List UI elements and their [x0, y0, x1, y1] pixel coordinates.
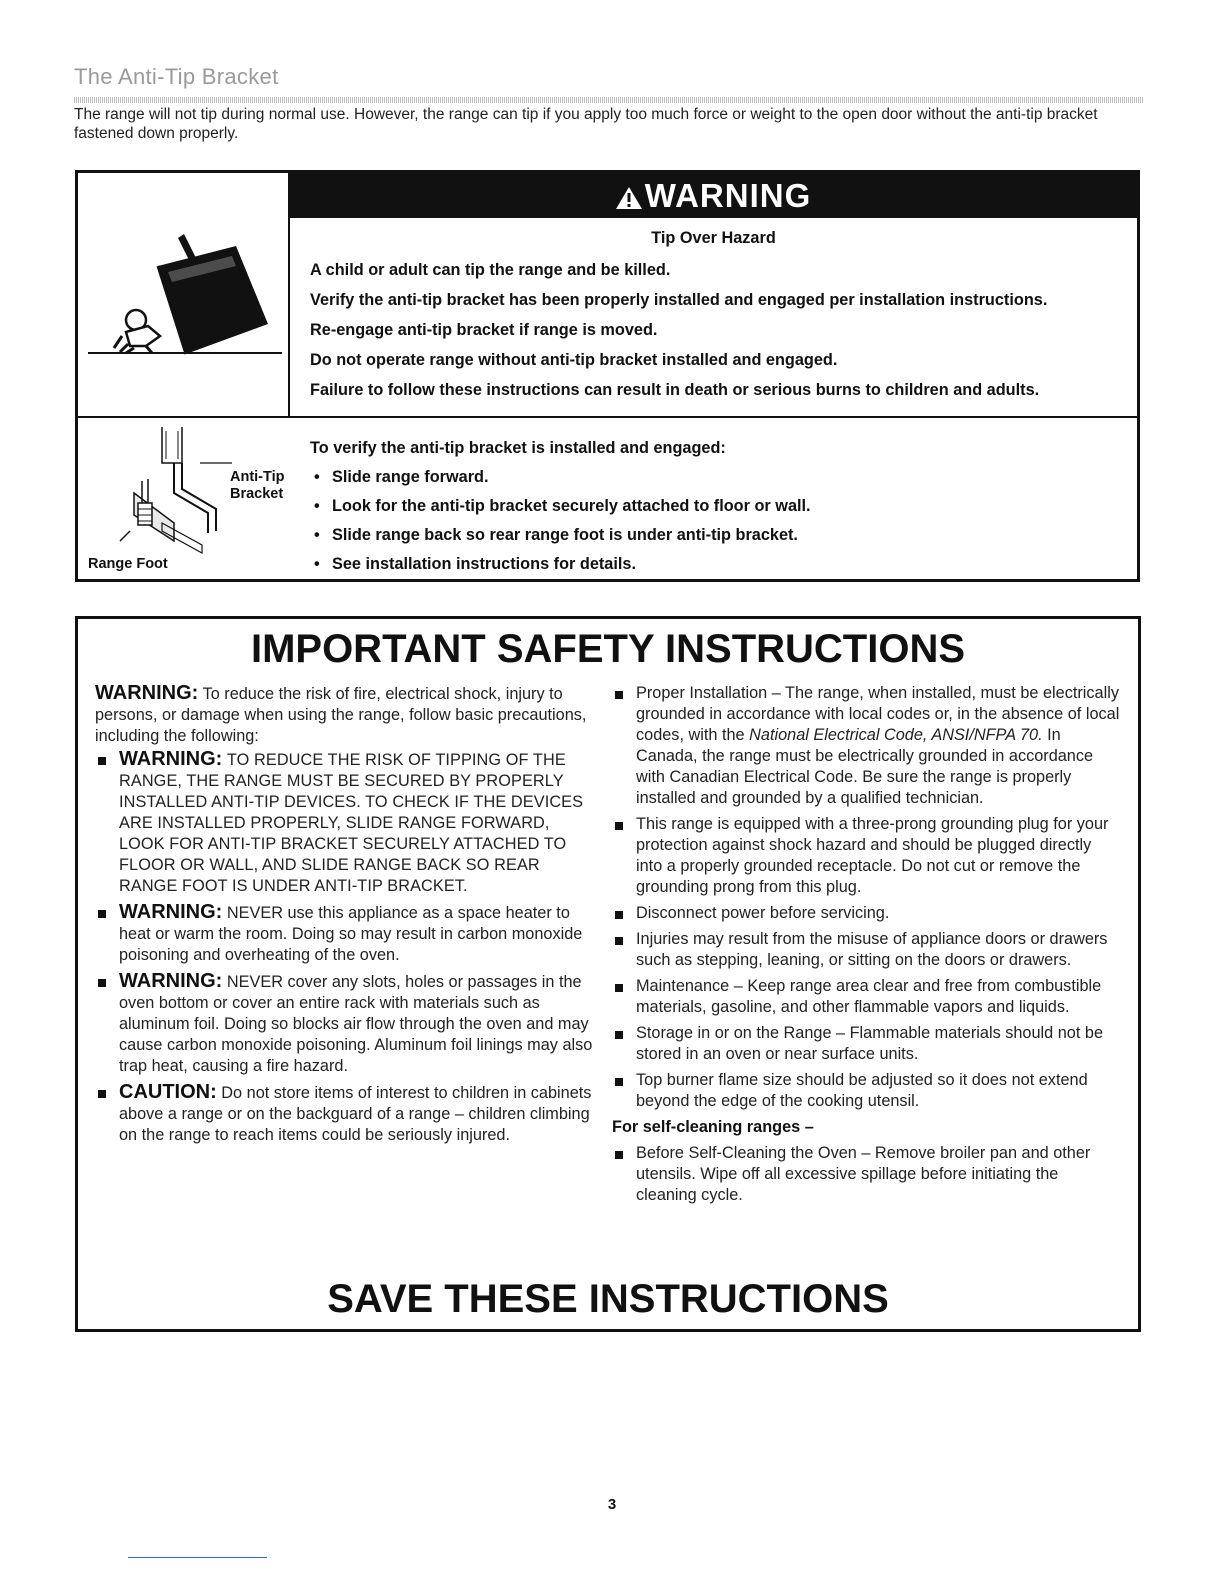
item-keyword: CAUTION:: [119, 1081, 217, 1103]
lead-paragraph: [95, 683, 595, 747]
list-item: Maintenance – Keep range area clear and free from combustible materials, gasoline, and other flammable vapors and liquids.: [612, 976, 1122, 1018]
left-column: [95, 683, 595, 1151]
anti-tip-label-line2: Bracket: [230, 486, 284, 502]
verify-item: • Look for the anti-tip bracket securely attached to floor or wall.: [310, 497, 1117, 516]
item-text: Do not store items of interest to children in cabinets above a range or on the backguard of a range – children climbing on the range to reach items could be seriously injured.: [119, 1084, 592, 1144]
intro-paragraph: The range will not tip during normal use. However, the range can tip if you apply too much force or weight to the open door without the anti-tip bracket fastened down properly.: [74, 106, 1098, 142]
warning-divider: [78, 416, 1137, 418]
right-list: [612, 683, 1122, 1112]
anti-tip-bracket-label: [230, 469, 285, 503]
list-item: Injuries may result from the misuse of appliance doors or drawers such as stepping, leaning, or sitting on the doors or drawers.: [612, 929, 1122, 971]
lead-text: To reduce the risk of fire, electrical shock, injury to persons, or damage when using the range, follow basic precautions, including the following:: [95, 685, 587, 745]
list-item: Storage in or on the Range – Flammable materials should not be stored in an oven or near surface units.: [612, 1023, 1122, 1065]
warning-line: Verify the anti-tip bracket has been properly installed and engaged per installation instructions.: [310, 291, 1048, 309]
list-item: [95, 1082, 595, 1146]
warning-line: Re-engage anti-tip bracket if range is moved.: [310, 321, 658, 339]
verify-lead: To verify the anti-tip bracket is installed and engaged:: [310, 439, 726, 457]
item-keyword: WARNING:: [119, 970, 223, 992]
tip-over-illustration: [86, 228, 286, 428]
item-keyword: WARNING:: [119, 901, 223, 923]
verify-item: • Slide range back so rear range foot is under anti-tip bracket.: [310, 526, 1117, 545]
page-number: 3: [607, 1496, 617, 1513]
warning-line: Do not operate range without anti-tip bracket installed and engaged.: [310, 351, 838, 369]
verify-instructions: [310, 439, 1117, 584]
footer-rule: [128, 1557, 267, 1558]
install-text-italic: National Electrical Code, ANSI/NFPA 70.: [749, 726, 1043, 744]
tip-over-illustration-panel: [78, 173, 290, 416]
left-list: [95, 749, 595, 1146]
list-item: [95, 902, 595, 966]
lead-keyword: WARNING:: [95, 682, 199, 704]
list-item: [612, 683, 1122, 809]
title-rule: [74, 97, 1144, 103]
self-cleaning-heading: For self-cleaning ranges –: [612, 1118, 814, 1136]
warning-line: A child or adult can tip the range and be killed.: [310, 261, 671, 279]
verify-list: [310, 468, 1117, 574]
anti-tip-bracket-illustration: [82, 423, 232, 573]
list-item: Top burner flame size should be adjusted so it does not extend beyond the edge of the cooking utensil.: [612, 1070, 1122, 1112]
warning-text: [310, 229, 1117, 411]
verify-item: • See installation instructions for details.: [310, 555, 1117, 574]
section-title: The Anti-Tip Bracket: [74, 64, 279, 89]
save-instructions-title: SAVE THESE INSTRUCTIONS: [327, 1277, 889, 1321]
anti-tip-label-line1: Anti-Tip: [230, 469, 285, 485]
warning-header: [289, 173, 1137, 218]
item-text: NEVER cover any slots, holes or passages in the oven bottom or cover an entire rack with materials such as aluminum foil. Doing so blocks air flow through the oven and may cause carbon monoxide poisoning. Aluminum foil linings may also trap heat, causing a fire hazard.: [119, 973, 593, 1075]
install-text-a: Proper Installation – The range, when installed, must be electrically grounded in accordance with local codes or, in the absence of local codes, with the: [636, 684, 1120, 744]
hazard-title: Tip Over Hazard: [651, 229, 776, 247]
item-text: TO REDUCE THE RISK OF TIPPING OF THE RANGE, THE RANGE MUST BE SECURED BY PROPERLY INSTALLED ANTI-TIP DEVICES. TO CHECK IF THE DEVICES ARE INSTALLED PROPERLY, SLIDE RANGE FORWARD, LOOK FOR ANTI-TIP BRACKET SECURELY ATTACHED TO FLOOR OR WALL, AND SLIDE RANGE BACK SO REAR RANGE FOOT IS UNDER ANTI-TIP BRACKET.: [119, 751, 584, 895]
verify-item: • Slide range forward.: [310, 468, 1117, 487]
important-title: IMPORTANT SAFETY INSTRUCTIONS: [250, 627, 966, 671]
warning-line: Failure to follow these instructions can result in death or serious burns to children and adults.: [310, 381, 1040, 399]
list-item: Disconnect power before servicing.: [612, 903, 1122, 924]
self-cleaning-list: [612, 1143, 1122, 1206]
range-foot-label: Range Foot: [88, 556, 168, 572]
warning-triangle-icon: [615, 185, 643, 211]
list-item: [95, 971, 595, 1077]
right-column: [612, 683, 1122, 1211]
install-text-b: In Canada, the range must be electrically grounded in accordance with Canadian Electrical Code. Be sure the range is properly installed and grounded by a qualified technician.: [636, 726, 1094, 807]
important-safety-box: [75, 616, 1141, 1332]
list-item: [95, 749, 595, 897]
list-item: Before Self-Cleaning the Oven – Remove broiler pan and other utensils. Wipe off all excessive spillage before initiating the cleaning cycle.: [612, 1143, 1122, 1206]
warning-header-label: WARNING: [644, 177, 812, 214]
warning-box: [75, 170, 1140, 582]
item-keyword: WARNING:: [119, 748, 223, 770]
item-text: NEVER use this appliance as a space heater to heat or warm the room. Doing so may result in carbon monoxide poisoning and overheating of the oven.: [119, 904, 583, 964]
list-item: This range is equipped with a three-prong grounding plug for your protection against shock hazard and should be plugged directly into a properly grounded receptacle. Do not cut or remove the grounding prong from this plug.: [612, 814, 1122, 898]
